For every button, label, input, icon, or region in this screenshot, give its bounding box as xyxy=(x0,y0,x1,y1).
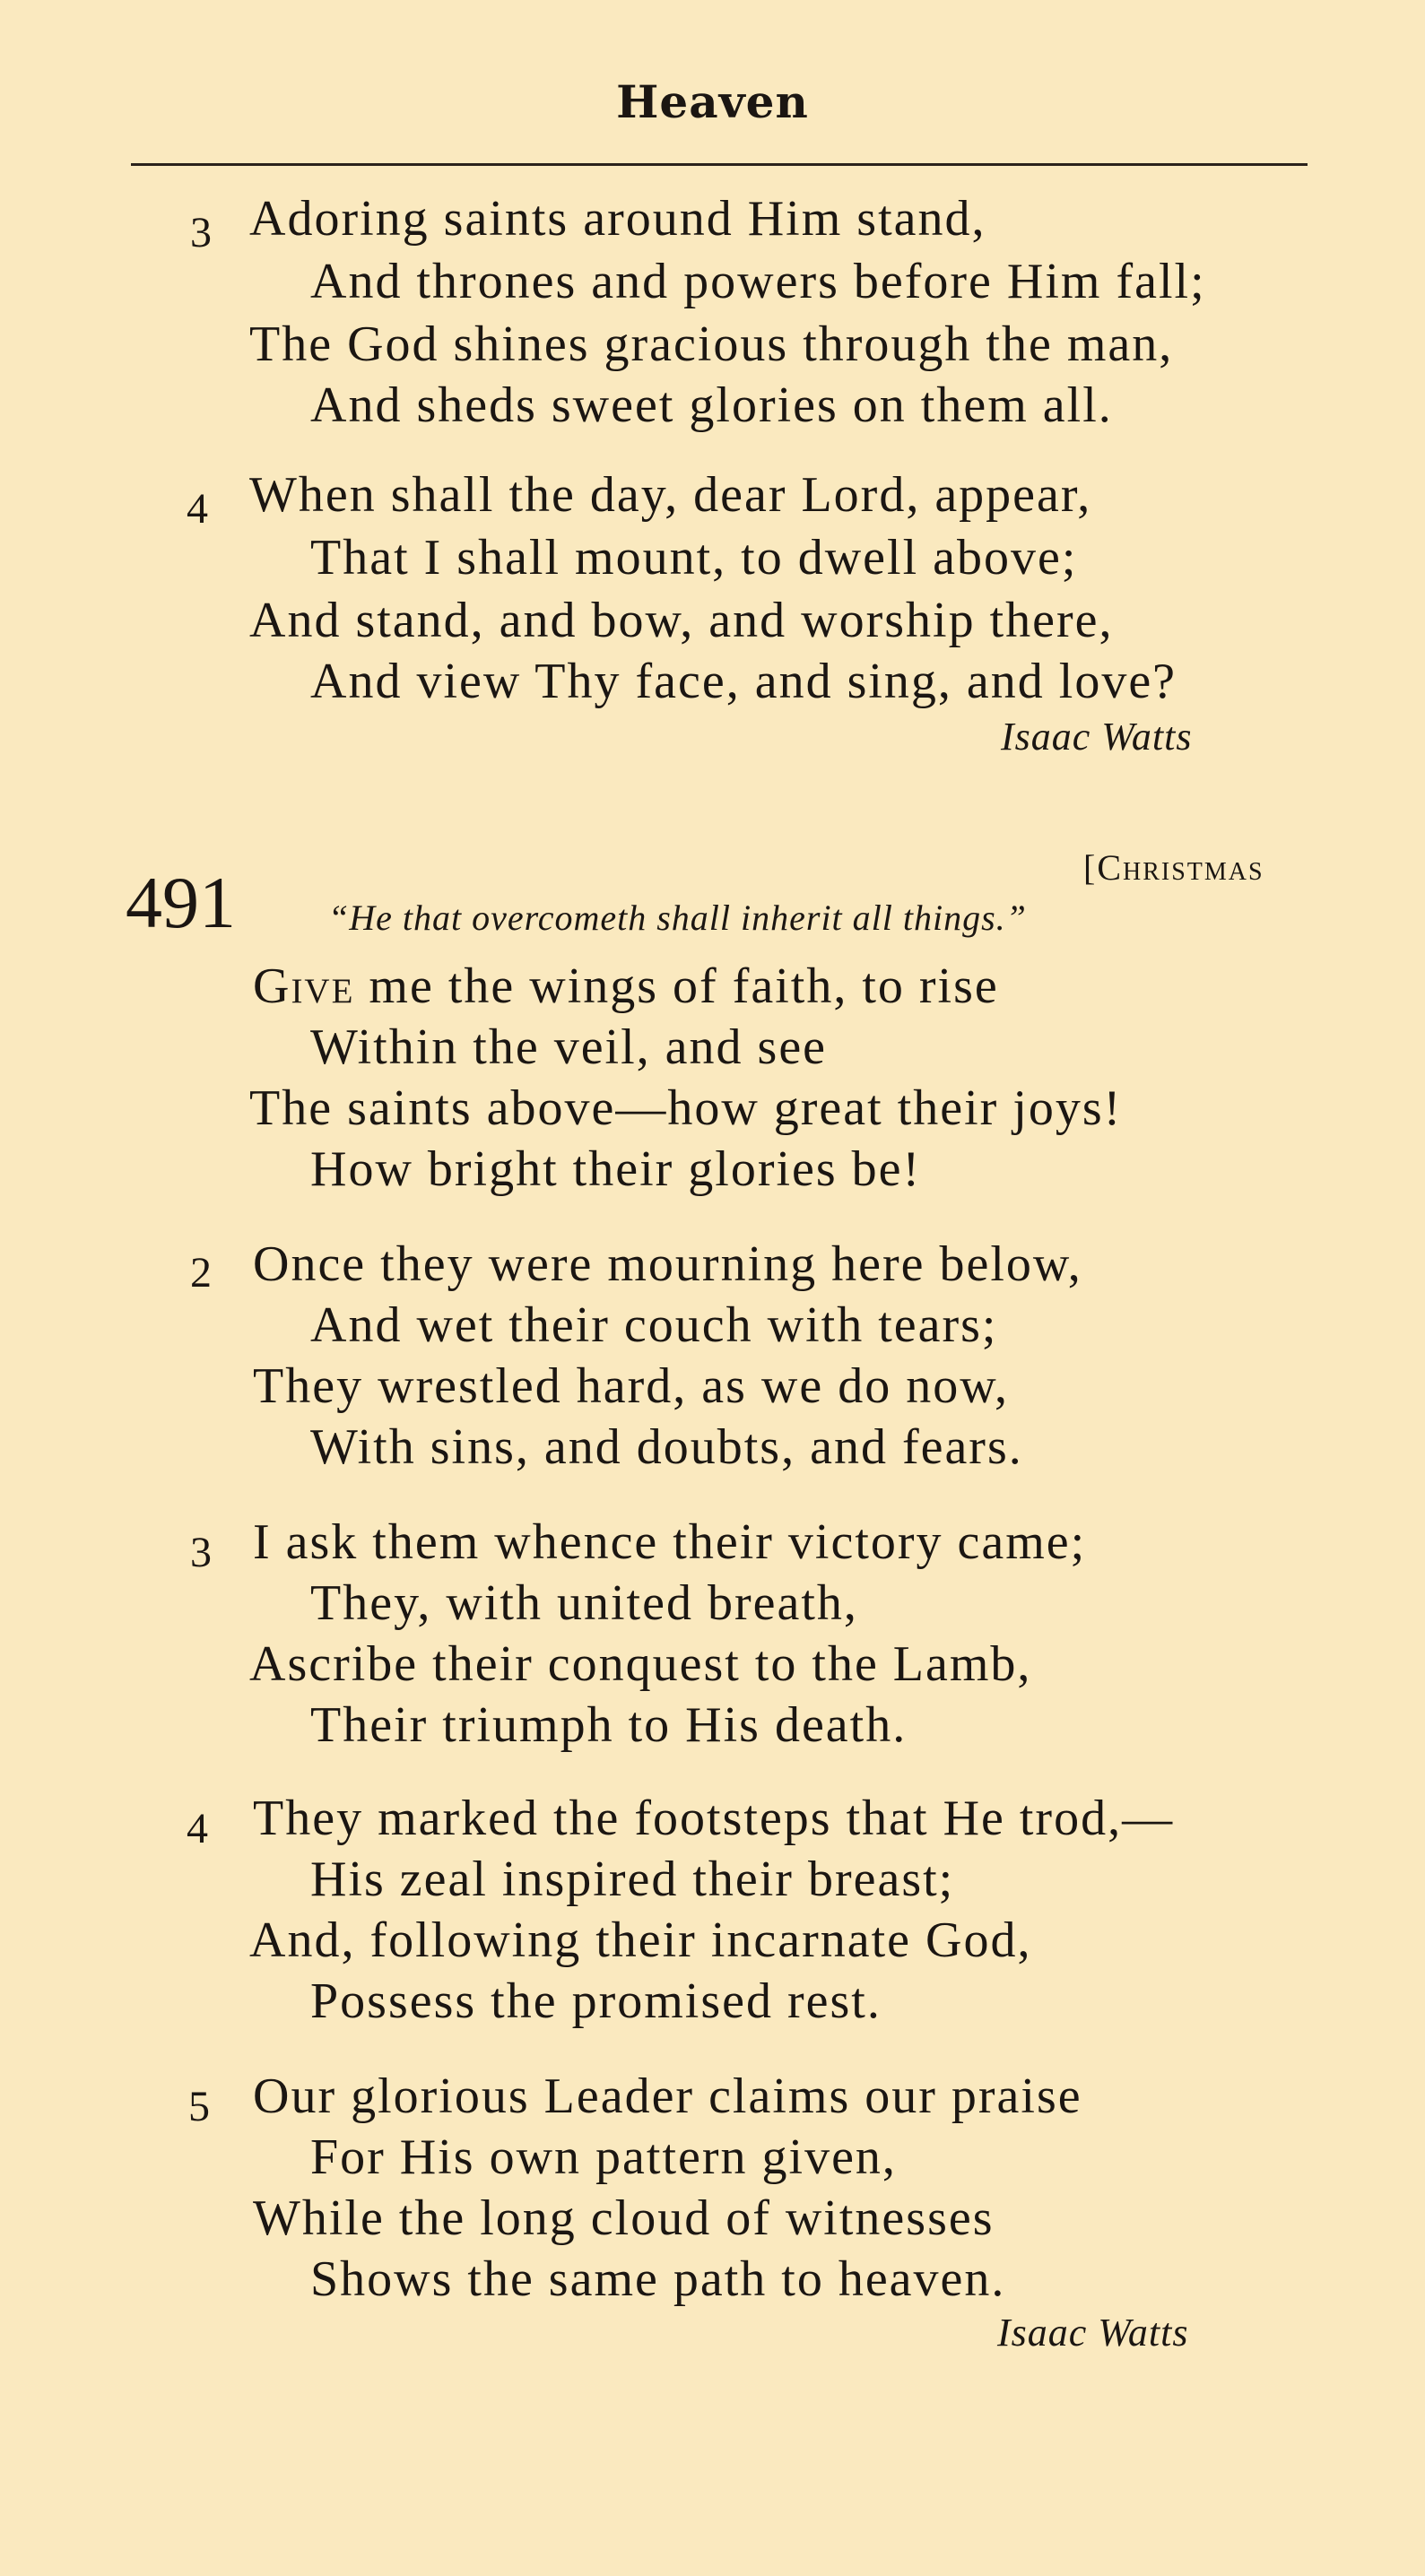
verse-line: And sheds sweet glories on them all. xyxy=(310,377,1113,433)
verse-line: They marked the footsteps that He trod,— xyxy=(253,1791,1175,1846)
verse-number: 3 xyxy=(190,1529,212,1576)
author-attribution: Isaac Watts xyxy=(997,2311,1189,2355)
verse-line: Shows the same path to heaven. xyxy=(310,2251,1006,2307)
running-header: Heaven xyxy=(616,75,809,128)
verse-number: 4 xyxy=(187,485,208,533)
verse-line: I ask them whence their victory came; xyxy=(253,1514,1087,1570)
verse-line: Within the veil, and see xyxy=(310,1019,828,1075)
hymn-epigraph: “He that overcometh shall inherit all things.” xyxy=(328,898,1027,938)
verse-line: Adoring saints around Him stand, xyxy=(249,191,986,247)
verse-line: Possess the promised rest. xyxy=(310,1973,882,2029)
verse-line: They wrestled hard, as we do now, xyxy=(253,1358,1010,1414)
verse-line: That I shall mount, to dwell above; xyxy=(310,530,1078,585)
author-attribution: Isaac Watts xyxy=(1001,715,1193,759)
verse-line: With sins, and doubts, and fears. xyxy=(310,1419,1023,1475)
verse-number: 5 xyxy=(188,2083,210,2130)
verse-line xyxy=(253,958,999,1014)
first-line-rest: me the wings of faith, to rise xyxy=(354,958,999,1014)
verse-line: And, following their incarnate God, xyxy=(249,1912,1032,1968)
verse-number: 2 xyxy=(190,1249,212,1297)
verse-number: 4 xyxy=(187,1805,208,1852)
verse-line: Once they were mourning here below, xyxy=(253,1236,1082,1292)
hymn-number: 491 xyxy=(126,862,236,943)
hymn-category: [Christmas xyxy=(1083,847,1264,888)
verse-line: For His own pattern given, xyxy=(310,2129,897,2185)
verse-line: And view Thy face, and sing, and love? xyxy=(310,654,1177,709)
verse-number: 3 xyxy=(190,209,212,256)
verse-line: How bright their glories be! xyxy=(310,1141,922,1197)
verse-line: They, with united breath, xyxy=(310,1575,858,1631)
verse-line: While the long cloud of witnesses xyxy=(253,2190,995,2246)
verse-line: The God shines gracious through the man, xyxy=(249,317,1174,372)
verse-line: And thrones and powers before Him fall; xyxy=(310,254,1206,309)
verse-line: The saints above—how great their joys! xyxy=(249,1080,1123,1136)
verse-line: When shall the day, dear Lord, appear, xyxy=(249,467,1092,523)
verse-line: Ascribe their conquest to the Lamb, xyxy=(249,1636,1032,1692)
first-line-initial: Give xyxy=(253,958,355,1014)
verse-line: Their triumph to His death. xyxy=(310,1697,908,1753)
verse-line: And stand, and bow, and worship there, xyxy=(249,593,1114,648)
verse-line: Our glorious Leader claims our praise xyxy=(253,2069,1082,2124)
verse-line: His zeal inspired their breast; xyxy=(310,1852,955,1907)
verse-line: And wet their couch with tears; xyxy=(310,1297,998,1353)
header-rule xyxy=(131,163,1308,166)
